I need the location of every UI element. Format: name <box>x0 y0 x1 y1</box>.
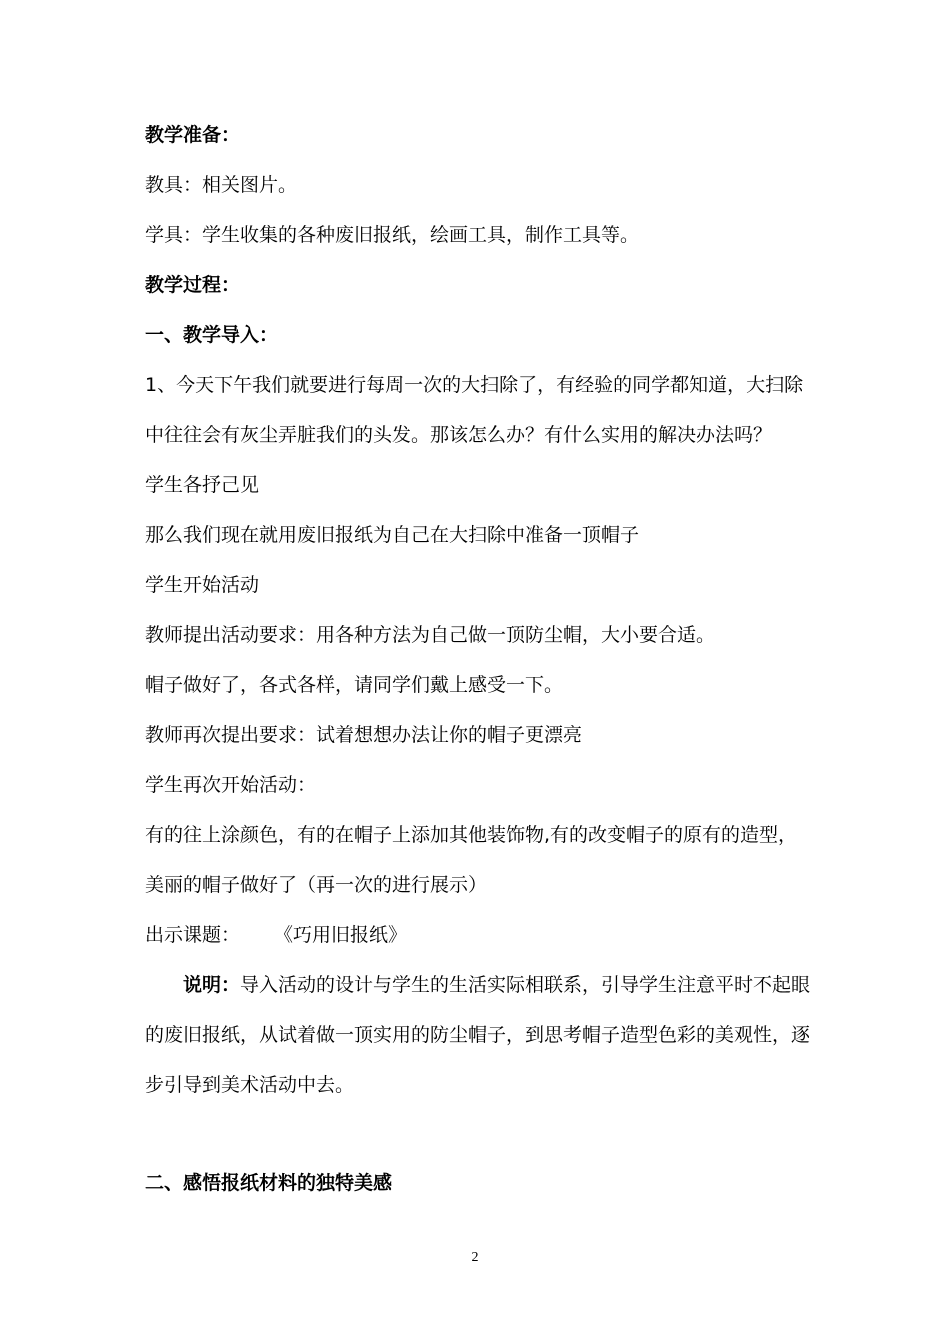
body-line-1: 1、今天下午我们就要进行每周一次的大扫除了，有经验的同学都知道，大扫除 <box>145 374 804 396</box>
body-line-6: 教师提出活动要求：用各种方法为自己做一顶防尘帽，大小要合适。 <box>145 624 716 646</box>
heading-teaching-preparation: 教学准备： <box>145 124 241 146</box>
body-line-2: 中往往会有灰尘弄脏我们的头发。那该怎么办？有什么实用的解决办法吗？ <box>145 424 773 446</box>
heading-section-1: 一、教学导入： <box>145 324 279 346</box>
topic-label: 出示课题： <box>145 924 241 946</box>
teacher-tools-line: 教具：相关图片。 <box>145 174 298 196</box>
body-line-7: 帽子做好了，各式各样，请同学们戴上感受一下。 <box>145 674 564 696</box>
body-line-9: 学生再次开始活动： <box>145 774 317 796</box>
student-tools-line: 学具：学生收集的各种废旧报纸，绘画工具，制作工具等。 <box>145 224 640 246</box>
heading-section-2: 二、感悟报纸材料的独特美感 <box>145 1172 393 1194</box>
body-line-10: 有的往上涂颜色，有的在帽子上添加其他装饰物,有的改变帽子的原有的造型， <box>145 824 798 846</box>
note-text-1: 导入活动的设计与学生的生活实际相联系，引导学生注意平时不起眼 <box>240 974 811 996</box>
note-label: 说明： <box>183 974 241 996</box>
topic-line <box>145 922 407 948</box>
note-line-2: 的废旧报纸，从试着做一顶实用的防尘帽子，到思考帽子造型色彩的美观性，逐 <box>145 1024 811 1046</box>
body-line-5: 学生开始活动 <box>145 574 260 596</box>
heading-teaching-process: 教学过程： <box>145 274 241 296</box>
page-number: 2 <box>471 1250 479 1265</box>
body-line-8: 教师再次提出要求：试着想想办法让你的帽子更漂亮 <box>145 724 583 746</box>
body-line-3: 学生各抒己见 <box>145 474 260 496</box>
body-line-4: 那么我们现在就用废旧报纸为自己在大扫除中准备一顶帽子 <box>145 524 640 546</box>
topic-title: 《巧用旧报纸》 <box>274 924 408 946</box>
note-line-3: 步引导到美术活动中去。 <box>145 1074 355 1096</box>
note-line-1 <box>183 972 810 998</box>
body-line-11: 美丽的帽子做好了（再一次的进行展示） <box>145 874 488 896</box>
